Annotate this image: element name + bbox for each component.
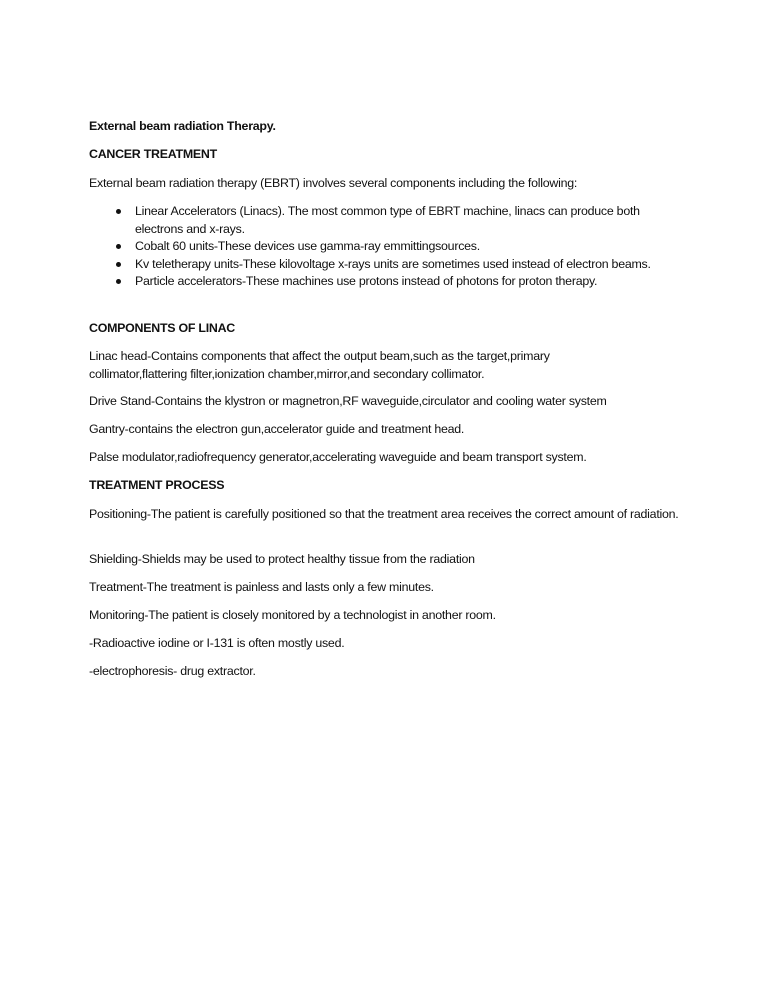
ebrt-components-list [89, 203, 689, 291]
list-item [89, 203, 689, 238]
paragraph-radioactive-iodine: -Radioactive iodine or I-131 is often mostly used. [89, 636, 345, 650]
heading-cancer-treatment: CANCER TREATMENT [89, 147, 217, 161]
bullet-icon [116, 262, 121, 267]
heading-components-of-linac: COMPONENTS OF LINAC [89, 321, 236, 335]
document-title: External beam radiation Therapy. [89, 119, 276, 133]
list-item-text: Cobalt 60 units-These devices use gamma-ray emmittingsources. [135, 239, 480, 253]
paragraph-monitoring: Monitoring-The patient is closely monitored by a technologist in another room. [89, 608, 496, 622]
list-item-text: Particle accelerators-These machines use protons instead of photons for proton therapy. [135, 274, 598, 288]
list-item [89, 256, 689, 274]
list-item [89, 273, 689, 291]
paragraph-shielding: Shielding-Shields may be used to protect healthy tissue from the radiation [89, 552, 475, 566]
list-item-text: Linear Accelerators (Linacs). The most common type of EBRT machine, linacs can produce both electrons and x-rays. [135, 204, 640, 236]
list-item-text: Kv teletherapy units-These kilovoltage x-rays units are sometimes used instead of electron beams. [135, 256, 651, 271]
paragraph-drive-stand: Drive Stand-Contains the klystron or magnetron,RF waveguide,circulator and cooling water system [89, 394, 607, 408]
paragraph-linac-head: Linac head-Contains components that affect the output beam,such as the target,primary collimator,flattering filter,ionization chamber,mirror,and secondary collimator. [89, 349, 550, 381]
bullet-icon [116, 244, 121, 249]
paragraph-gantry: Gantry-contains the electron gun,accelerator guide and treatment head. [89, 422, 465, 436]
paragraph-electrophoresis: -electrophoresis- drug extractor. [89, 664, 256, 678]
paragraph-positioning: Positioning-The patient is carefully positioned so that the treatment area receives the correct amount of radiation. [89, 507, 679, 521]
bullet-icon [116, 279, 121, 284]
intro-paragraph: External beam radiation therapy (EBRT) involves several components including the following: [89, 176, 578, 190]
paragraph-palse-modulator: Palse modulator,radiofrequency generator,accelerating waveguide and beam transport system. [89, 450, 587, 464]
bullet-icon [116, 209, 121, 214]
list-item [89, 238, 689, 256]
paragraph-treatment: Treatment-The treatment is painless and lasts only a few minutes. [89, 580, 434, 594]
heading-treatment-process: TREATMENT PROCESS [89, 478, 225, 492]
